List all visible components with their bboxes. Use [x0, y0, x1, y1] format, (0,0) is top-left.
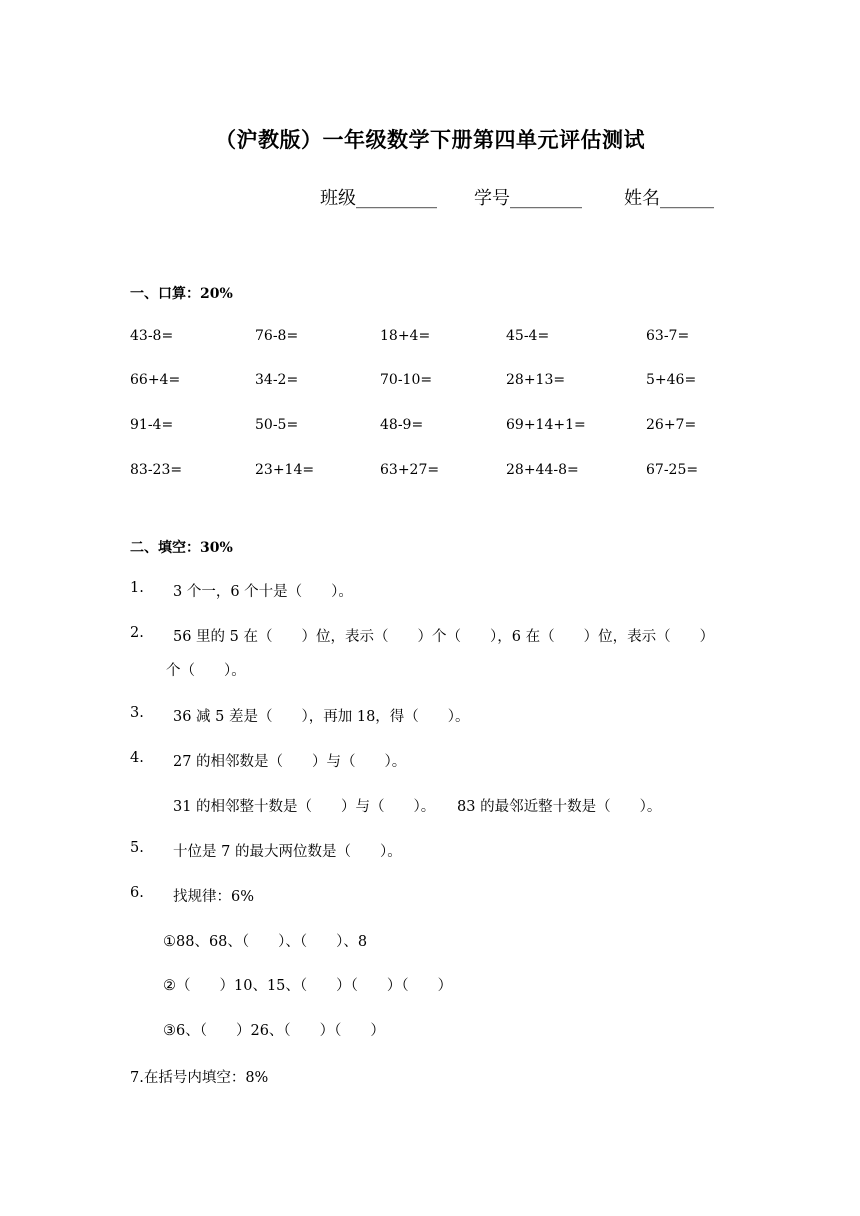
calc-item: 34-2= — [255, 372, 299, 388]
calc-item: 28+13= — [506, 372, 566, 388]
student-name-label: 姓名______ — [624, 188, 714, 209]
pattern-item: ②（ ）10、15、（ ）（ ）（ ） — [163, 978, 453, 994]
calc-item: 63+27= — [380, 462, 440, 478]
student-number-label: 学号________ — [474, 188, 582, 209]
question-number: 3. — [130, 705, 144, 721]
section-oral-calc-heading: 一、口算：20% — [130, 286, 233, 302]
pattern-item: ①88、68、（ ）、（ ）、8 — [163, 934, 368, 950]
calc-item: 66+4= — [130, 372, 181, 388]
question-text: 27 的相邻数是（ ）与（ ）。 — [173, 754, 407, 770]
calc-item: 18+4= — [380, 328, 431, 344]
question-number: 1. — [130, 580, 144, 596]
calc-item: 63-7= — [646, 328, 690, 344]
calc-item: 23+14= — [255, 462, 315, 478]
calc-item: 50-5= — [255, 417, 299, 433]
question-text: 十位是 7 的最大两位数是（ ）。 — [173, 844, 402, 860]
calc-item: 83-23= — [130, 462, 183, 478]
question-text: 56 里的 5 在（ ）位，表示（ ）个（ ），6 在（ ）位，表示（ ） — [173, 629, 715, 645]
calc-item: 26+7= — [646, 417, 697, 433]
calc-item: 69+14+1= — [506, 417, 586, 433]
calc-item: 91-4= — [130, 417, 174, 433]
calc-item: 76-8= — [255, 328, 299, 344]
question-number: 4. — [130, 750, 144, 766]
class-label: 班级_________ — [320, 188, 437, 209]
calc-item: 48-9= — [380, 417, 424, 433]
question-number: 2. — [130, 625, 144, 641]
question-number: 6. — [130, 885, 144, 901]
calc-item: 43-8= — [130, 328, 174, 344]
calc-item: 28+44-8= — [506, 462, 579, 478]
question-text-continued: 31 的相邻整十数是（ ）与（ ）。 83 的最邻近整十数是（ ）。 — [173, 799, 662, 815]
question-text: 3 个一，6 个十是（ ）。 — [173, 584, 353, 600]
question-text: 找规律：6% — [173, 889, 255, 905]
question-text-continued: 个（ ）。 — [166, 663, 246, 679]
calc-item: 45-4= — [506, 328, 550, 344]
section-fill-blank-heading: 二、填空：30% — [130, 540, 233, 556]
question-number: 5. — [130, 840, 144, 856]
calc-item: 5+46= — [646, 372, 697, 388]
page-title: （沪教版）一年级数学下册第四单元评估测试 — [215, 127, 645, 152]
pattern-item: ③6、（ ）26、（ ）（ ） — [163, 1023, 385, 1039]
question-text: 7.在括号内填空：8% — [130, 1070, 269, 1086]
calc-item: 70-10= — [380, 372, 433, 388]
calc-item: 67-25= — [646, 462, 699, 478]
question-text: 36 减 5 差是（ ），再加 18，得（ ）。 — [173, 709, 470, 725]
